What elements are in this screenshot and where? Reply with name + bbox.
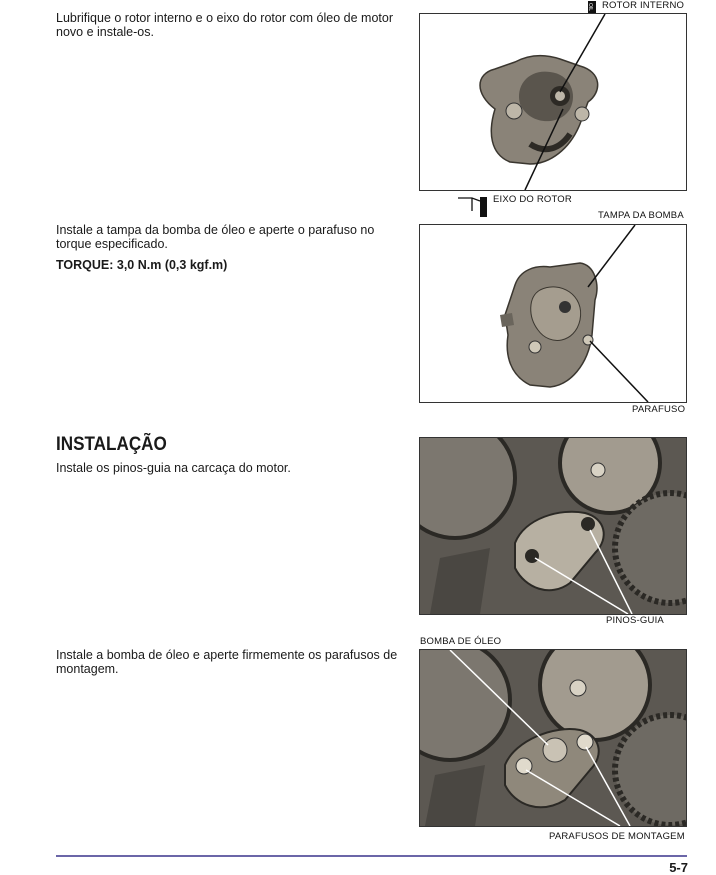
step-3-text: Instale os pinos-guia na carcaça do motor. (56, 461, 291, 475)
label-pinos-guia: PINOS-GUIA (606, 615, 664, 626)
step-4-text: Instale a bomba de óleo e aperte firmemente os parafusos de montagem. (56, 648, 398, 676)
figure-oil-pump-installed (419, 649, 687, 827)
footer-rule (56, 855, 687, 857)
svg-text:OIL: OIL (587, 2, 593, 12)
label-tampa-da-bomba: TAMPA DA BOMBA (598, 210, 684, 221)
label-bomba-de-oleo: BOMBA DE ÓLEO (420, 636, 502, 647)
label-parafusos-de-montagem: PARAFUSOS DE MONTAGEM (549, 831, 685, 842)
label-eixo-do-rotor: EIXO DO ROTOR (493, 194, 572, 205)
figure-rotor (419, 13, 687, 191)
oil-can-icon-rotor-shaft (458, 195, 488, 224)
label-rotor-interno: ROTOR INTERNO (602, 0, 685, 11)
step-2-text: Instale a tampa da bomba de óleo e aperte o parafuso no torque especificado. (56, 223, 375, 251)
step-1-text: Lubrifique o rotor interno e o eixo do rotor com óleo de motor novo e instale-os. (56, 11, 393, 39)
torque-spec: TORQUE: 3,0 N.m (0,3 kgf.m) (56, 258, 228, 272)
figure-pump-cover (419, 224, 687, 403)
label-parafuso: PARAFUSO (632, 404, 686, 415)
page-number: 5-7 (669, 860, 688, 875)
section-heading: INSTALAÇÃO (56, 434, 167, 455)
figure-guide-pins (419, 437, 687, 615)
